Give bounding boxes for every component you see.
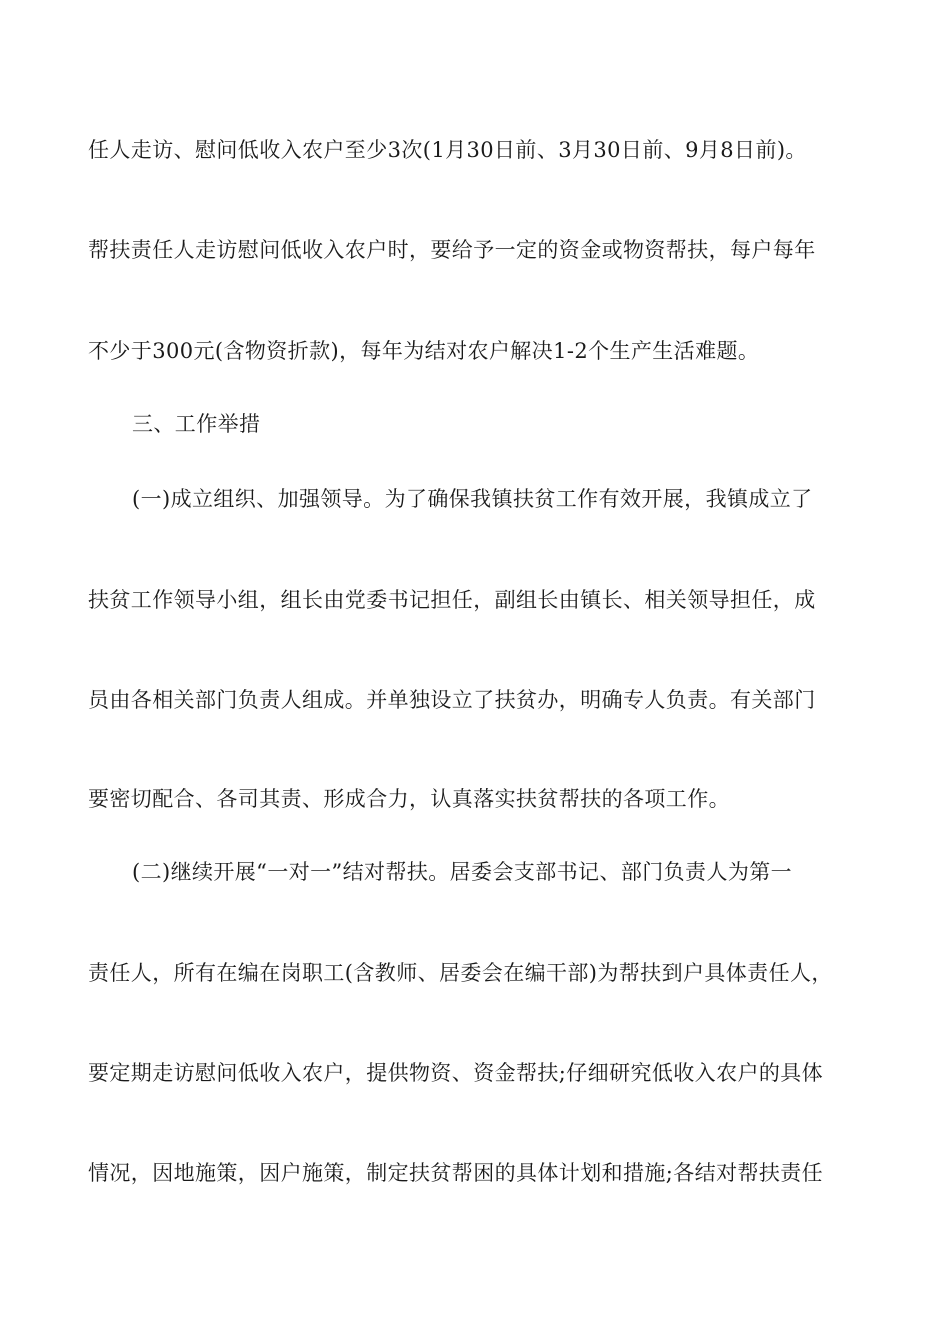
body-text-line: 扶贫工作领导小组，组长由党委书记担任，副组长由镇长、相关领导担任，成: [88, 588, 816, 612]
body-text-line: 要密切配合、各司其责、形成合力，认真落实扶贫帮扶的各项工作。: [88, 787, 730, 811]
paragraph-first-line: (一)成立组织、加强领导。为了确保我镇扶贫工作有效开展，我镇成立了: [132, 487, 813, 511]
paragraph-first-line: (二)继续开展“一对一”结对帮扶。居委会支部书记、部门负责人为第一: [132, 860, 793, 884]
section-heading: 三、工作举措: [132, 412, 261, 436]
body-text-line: 不少于300元(含物资折款)，每年为结对农户解决1-2个生产生活难题。: [88, 339, 760, 363]
body-text-line: 责任人，所有在编在岗职工(含教师、居委会在编干部)为帮扶到户具体责任人，: [88, 961, 833, 985]
body-text-line: 员由各相关部门负责人组成。并单独设立了扶贫办，明确专人负责。有关部门: [88, 688, 816, 712]
body-text-line: 帮扶责任人走访慰问低收入农户时，要给予一定的资金或物资帮扶，每户每年: [88, 238, 816, 262]
body-text-line: 任人走访、慰问低收入农户至少3次(1月30日前、3月30日前、9月8日前)。: [88, 138, 807, 162]
body-text-line: 要定期走访慰问低收入农户，提供物资、资金帮扶;仔细研究低收入农户的具体: [88, 1061, 824, 1085]
body-text-line: 情况，因地施策，因户施策，制定扶贫帮困的具体计划和措施;各结对帮扶责任: [88, 1161, 824, 1185]
